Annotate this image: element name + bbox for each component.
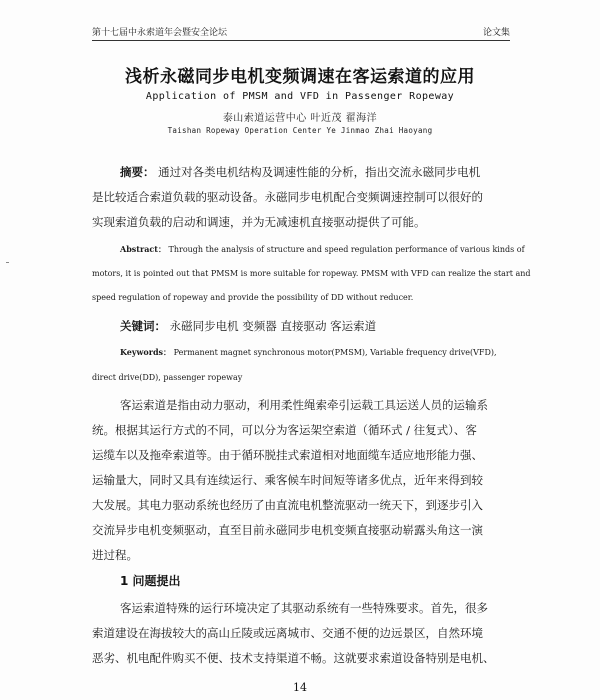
keywords-cn-line [120, 319, 376, 333]
abstract-en-line-1 [120, 244, 525, 255]
body-line-4: 运输量大，同时又具有连续运行、乘客候车时间短等诸多优点，近年来得到较 [92, 473, 483, 487]
section-1-line-3: 恶劣、机电配件购买不便、技术支持渠道不畅。这就要求索道设备特别是电机、 [92, 651, 495, 665]
body-line-2: 统。根据其运行方式的不同，可以分为客运架空索道（循环式 / 往复式）、客 [92, 423, 477, 437]
page-number: 14 [293, 681, 307, 694]
abstract-en-text-1: Through the analysis of structure and speed regulation performance of various kinds of [168, 245, 525, 254]
section-1-line-1: 客运索道特殊的运行环境决定了其驱动系统有一些特殊要求。首先，很多 [120, 601, 488, 615]
abstract-cn-line-3: 实现索道负载的启动和调速，并为无减速机直接驱动提供了可能。 [92, 215, 426, 229]
keywords-en-line-2: direct drive(DD), passenger ropeway [92, 373, 243, 382]
abstract-cn-line-1 [120, 165, 480, 179]
running-header [92, 24, 510, 38]
body-line-6: 交流异步电机变频驱动，直至目前永磁同步电机变频直接驱动崭露头角这一演 [92, 523, 483, 537]
authors-en: Taishan Ropeway Operation Center Ye Jinmao Zhai Haoyang [167, 126, 433, 135]
authors-cn: 泰山索道运营中心 叶近茂 翟海洋 [222, 113, 378, 124]
body-line-1: 客运索道是指由动力驱动，利用柔性绳索牵引运载工具运送人员的运输系 [120, 398, 488, 412]
keywords-cn-text: 永磁同步电机 变频器 直接驱动 客运索道 [169, 319, 377, 333]
keywords-en-line-1 [120, 347, 497, 358]
abstract-en-line-3: speed regulation of ropeway and provide the possibility of DD without reducer. [92, 293, 414, 302]
section-1-line-2: 索道建设在海拔较大的高山丘陵或远离城市、交通不便的边远景区，自然环境 [92, 626, 483, 640]
keywords-cn-label: 关键词： [120, 319, 166, 333]
margin-mark [6, 262, 9, 263]
abstract-cn-label: 摘要： [120, 165, 155, 179]
paper-title-cn: 浅析永磁同步电机变频调速在客运索道的应用 [125, 67, 475, 87]
header-rule [92, 40, 510, 41]
section-1-heading: 1 问题提出 [120, 574, 181, 588]
abstract-cn-line-2: 是比较适合索道负载的驱动设备。永磁同步电机配合变频调速控制可以很好的 [92, 190, 483, 204]
body-line-3: 运缆车以及拖牵索道等。由于循环脱挂式索道相对地面缆车适应地形能力强、 [92, 448, 483, 462]
body-line-7: 进过程。 [92, 548, 138, 562]
paper-title-en: Application of PMSM and VFD in Passenger Ropeway [145, 91, 455, 102]
abstract-en-label: Abstract： [120, 244, 166, 254]
keywords-en-text-1: Permanent magnet synchronous motor(PMSM), Variable frequency drive(VFD), [173, 348, 497, 357]
header-proceedings-title: 第十七届中永索道年会暨安全论坛 [92, 28, 228, 38]
keywords-en-label: Keywords： [120, 347, 172, 357]
header-section-label: 论文集 [482, 28, 510, 38]
body-line-5: 大发展。其电力驱动系统也经历了由直流电机整流驱动一统天下，到逐步引入 [92, 498, 483, 512]
abstract-cn-text-1: 通过对各类电机结构及调速性能的分析，指出交流永磁同步电机 [158, 165, 481, 179]
abstract-en-line-2: motors, it is pointed out that PMSM is more suitable for ropeway. PMSM with VFD can realize the start and [92, 269, 531, 278]
